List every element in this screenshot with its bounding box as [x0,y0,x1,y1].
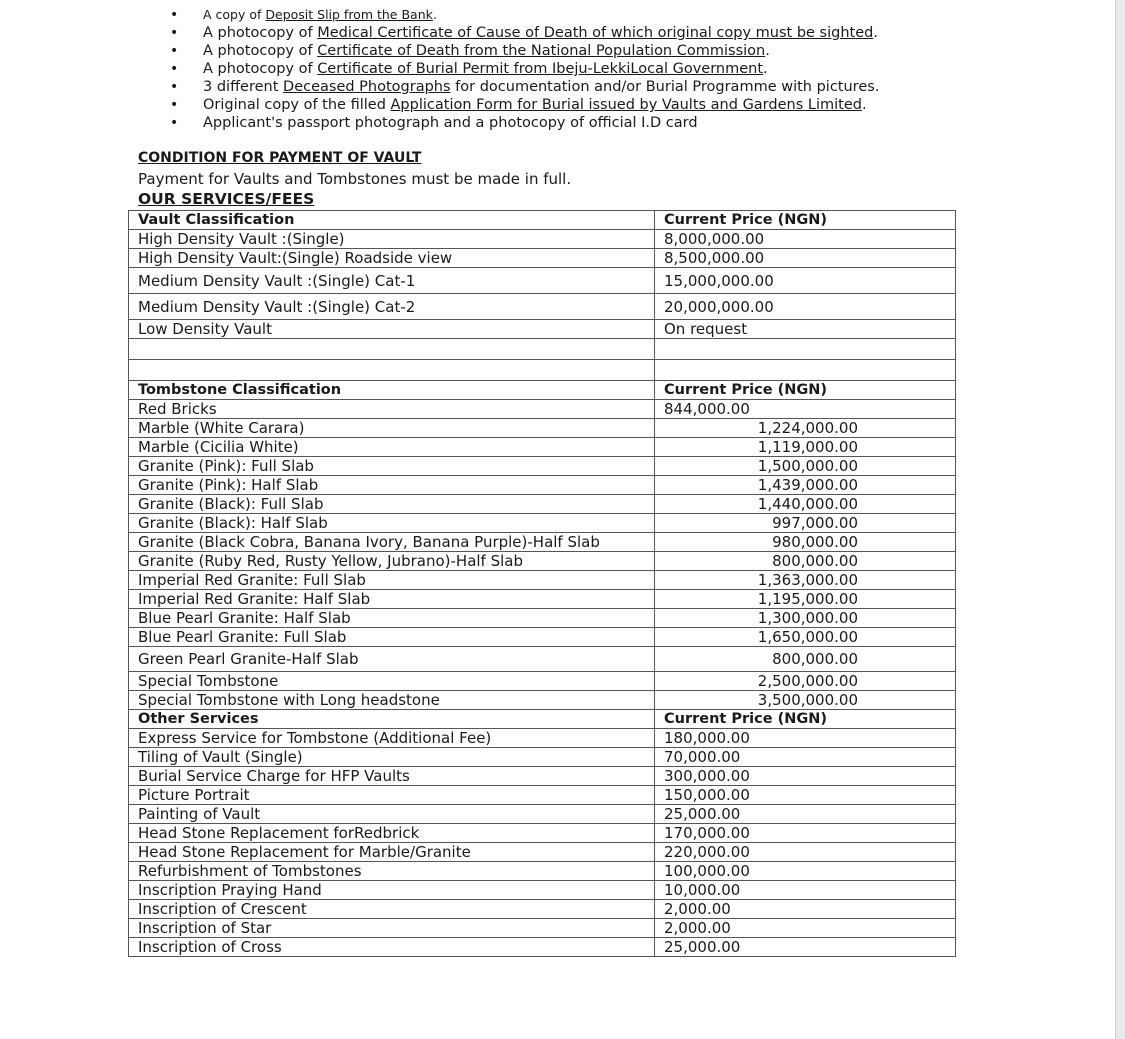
other-price-header: Current Price (NGN) [655,710,956,729]
service-price: 1,439,000.00 [655,476,956,495]
table-row [129,862,956,881]
table-row [129,843,956,862]
service-name: Express Service for Tombstone (Additional Fee) [129,729,655,748]
item-text: A copy of [203,7,266,22]
item-text: Original copy of the filled [203,97,391,113]
service-name: Inscription of Crescent [129,900,655,919]
service-name: Granite (Black): Half Slab [129,514,655,533]
item-text: Applicant's passport photograph and a photocopy of official I.D card [203,115,698,131]
page-edge [1115,0,1125,1039]
service-price: 2,000.00 [655,900,956,919]
table-row [129,881,956,900]
table-row [129,590,956,609]
service-price: 1,224,000.00 [655,419,956,438]
vault-price-header: Current Price (NGN) [655,211,956,230]
fees-table [128,210,956,957]
item-link[interactable]: Certificate of Death from the National Population Commission [317,43,766,59]
service-price: 2,500,000.00 [655,672,956,691]
table-row [129,419,956,438]
tombstone-header: Tombstone Classification [129,381,655,400]
service-name: Tiling of Vault (Single) [129,748,655,767]
service-name: Marble (White Carara) [129,419,655,438]
blank-row [129,339,956,360]
table-row [129,294,956,320]
table-row [129,457,956,476]
item-link[interactable]: Deceased Photographs [283,79,451,95]
table-row [129,268,956,294]
table-row [129,786,956,805]
service-name: Burial Service Charge for HFP Vaults [129,767,655,786]
other-header: Other Services [129,710,655,729]
service-name: Granite (Pink): Full Slab [129,457,655,476]
table-row [129,672,956,691]
item-text: A photocopy of [203,43,318,59]
service-name: Medium Density Vault :(Single) Cat-1 [129,268,655,294]
table-row [129,824,956,843]
service-name: Refurbishment of Tombstones [129,862,655,881]
service-name: Granite (Black Cobra, Banana Ivory, Banana Purple)-Half Slab [129,533,655,552]
service-name: Special Tombstone with Long headstone [129,691,655,710]
service-name: Head Stone Replacement forRedbrick [129,824,655,843]
service-name: Blue Pearl Granite: Half Slab [129,609,655,628]
service-name: Inscription Praying Hand [129,881,655,900]
service-price: 25,000.00 [655,938,956,957]
service-name: Painting of Vault [129,805,655,824]
blank-cell [655,360,956,381]
item-text-end: . [861,97,867,113]
item-text-end: . [873,25,878,41]
item-text-end: for documentation and/or Burial Programme with pictures. [450,79,880,95]
service-price: 844,000.00 [655,400,956,419]
service-name: High Density Vault :(Single) [129,230,655,249]
table-row [129,748,956,767]
table-row [129,919,956,938]
table-row [129,230,956,249]
service-price: 1,363,000.00 [655,571,956,590]
services-heading: OUR SERVICES/FEES [138,190,315,208]
service-name: Special Tombstone [129,672,655,691]
table-row [129,938,956,957]
service-price: 170,000.00 [655,824,956,843]
blank-cell [655,339,956,360]
table-row [129,320,956,339]
service-name: Inscription of Cross [129,938,655,957]
service-name: Blue Pearl Granite: Full Slab [129,628,655,647]
service-name: Granite (Pink): Half Slab [129,476,655,495]
service-name: Marble (Cicilia White) [129,438,655,457]
item-text: 3 different [203,79,284,95]
blank-cell [129,360,655,381]
service-name: Low Density Vault [129,320,655,339]
service-name: Imperial Red Granite: Half Slab [129,590,655,609]
service-price: 1,500,000.00 [655,457,956,476]
service-price: 1,650,000.00 [655,628,956,647]
table-row [129,552,956,571]
service-price: 1,119,000.00 [655,438,956,457]
service-name: High Density Vault:(Single) Roadside view [129,249,655,268]
condition-text: Payment for Vaults and Tombstones must be made in full. [138,170,572,188]
service-price: 10,000.00 [655,881,956,900]
item-text-end: . [765,43,770,59]
table-header-row [129,211,956,230]
table-row [129,249,956,268]
service-price: 180,000.00 [655,729,956,748]
table-header-row [129,710,956,729]
service-price: 980,000.00 [655,533,956,552]
table-row [129,476,956,495]
service-price: 25,000.00 [655,805,956,824]
table-header-row [129,381,956,400]
item-text-end: . [763,61,768,77]
service-price: 100,000.00 [655,862,956,881]
service-price: 300,000.00 [655,767,956,786]
table-row [129,609,956,628]
item-text: A photocopy of [203,61,318,77]
service-price: On request [655,320,956,339]
vault-header: Vault Classification [129,211,655,230]
tombstone-price-header: Current Price (NGN) [655,381,956,400]
service-name: Granite (Black): Full Slab [129,495,655,514]
item-text: A photocopy of [203,25,318,41]
table-row [129,495,956,514]
service-name: Head Stone Replacement for Marble/Granite [129,843,655,862]
table-row [129,628,956,647]
item-link[interactable]: Deposit Slip from the Bank [265,7,433,22]
table-row [129,767,956,786]
item-link[interactable]: Certificate of Burial Permit from Ibeju-LekkiLocal Government [317,61,764,77]
blank-row [129,360,956,381]
table-row [129,805,956,824]
service-price: 20,000,000.00 [655,294,956,320]
service-price: 1,195,000.00 [655,590,956,609]
table-row [129,900,956,919]
table-row [129,533,956,552]
table-row [129,729,956,748]
service-name: Picture Portrait [129,786,655,805]
table-row [129,571,956,590]
table-row [129,438,956,457]
service-name: Granite (Ruby Red, Rusty Yellow, Jubrano)-Half Slab [129,552,655,571]
service-price: 15,000,000.00 [655,268,956,294]
service-price: 220,000.00 [655,843,956,862]
service-price: 800,000.00 [655,552,956,571]
service-price: 150,000.00 [655,786,956,805]
table-row [129,691,956,710]
service-price: 1,300,000.00 [655,609,956,628]
service-price: 800,000.00 [655,647,956,672]
service-price: 2,000.00 [655,919,956,938]
table-row [129,647,956,672]
table-row [129,514,956,533]
service-name: Green Pearl Granite-Half Slab [129,647,655,672]
service-price: 3,500,000.00 [655,691,956,710]
table-row [129,400,956,419]
item-text-end: . [432,7,437,22]
service-price: 8,500,000.00 [655,249,956,268]
service-name: Inscription of Star [129,919,655,938]
service-price: 1,440,000.00 [655,495,956,514]
service-price: 997,000.00 [655,514,956,533]
item-link[interactable]: Medical Certificate of Cause of Death of which original copy must be sighted [317,25,874,41]
condition-heading: CONDITION FOR PAYMENT OF VAULT [138,150,422,166]
service-name: Red Bricks [129,400,655,419]
item-link[interactable]: Application Form for Burial issued by Vaults and Gardens Limited [390,97,862,113]
service-name: Imperial Red Granite: Full Slab [129,571,655,590]
service-price: 8,000,000.00 [655,230,956,249]
blank-cell [129,339,655,360]
service-price: 70,000.00 [655,748,956,767]
service-name: Medium Density Vault :(Single) Cat-2 [129,294,655,320]
